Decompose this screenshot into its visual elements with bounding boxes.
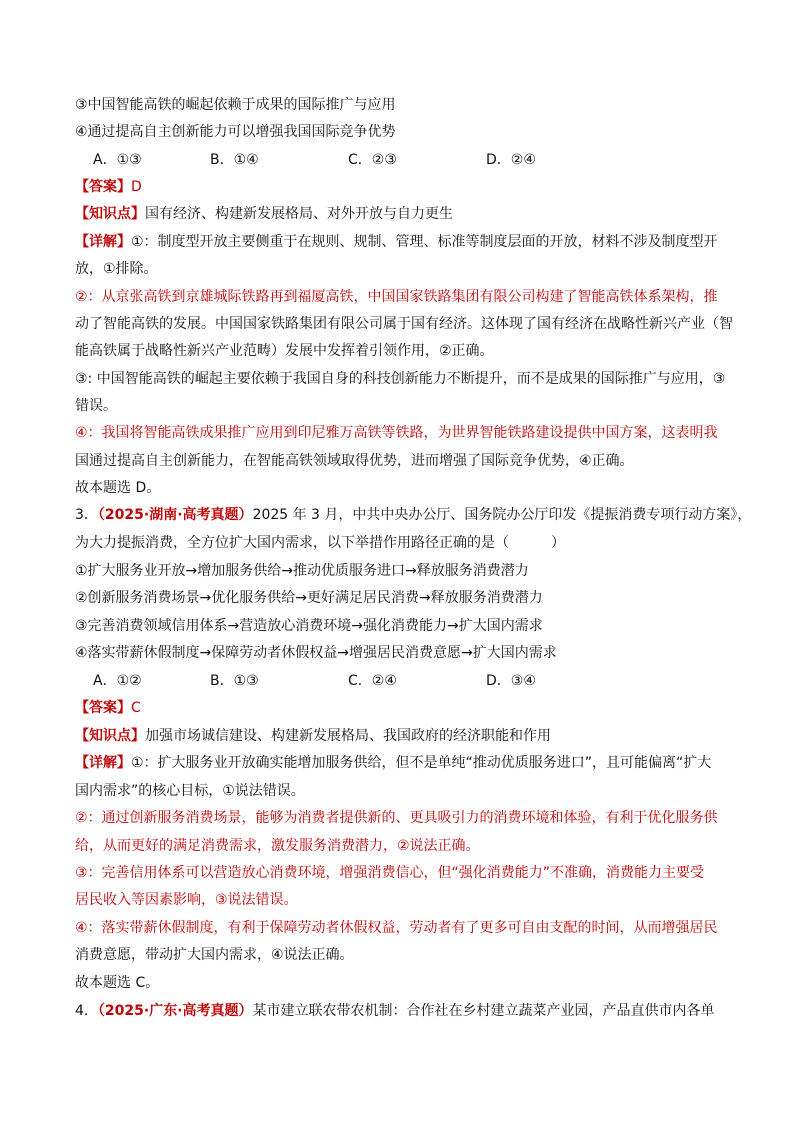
q2-option-c: C．②③ xyxy=(348,152,397,168)
q2-detail-1a xyxy=(75,232,718,252)
question-source: （2025·湖南·高考真题） xyxy=(97,507,253,523)
q3-conclusion: 故本题选 C。 xyxy=(75,975,160,991)
q3-statement-3: ③完善消费领域信用体系→营造放心消费环境→强化消费能力→扩大国内需求 xyxy=(75,618,543,634)
q2-option-a: A．①③ xyxy=(93,152,142,168)
q3-stem-line-2: 为大力提振消费，全方位扩大国内需求，以下举措作用路径正确的是（ ） xyxy=(75,535,565,551)
q3-detail-4a: ④：落实带薪休假制度，有利于保障劳动者休假权益，劳动者有了更多可自由支配的时间，从而增强居民 xyxy=(75,920,718,936)
answer-tag: 【答案】 xyxy=(75,700,131,716)
question-number: 3． xyxy=(75,507,98,523)
q3-stem-line-1 xyxy=(75,505,751,525)
question-stem: 某市建立联农带农机制：合作社在乡村建立蔬菜产业园，产品直供市内各单 xyxy=(252,1003,715,1019)
q3-options xyxy=(93,671,693,691)
q3-option-d: D．③④ xyxy=(486,673,536,689)
q2-conclusion: 故本题选 D。 xyxy=(75,480,161,496)
q2-options xyxy=(93,150,693,170)
q3-answer xyxy=(75,698,141,718)
detail-tag: 【详解】 xyxy=(75,234,131,250)
question-source: （2025·广东·高考真题） xyxy=(97,1003,253,1019)
q2-detail-3a: ③: 中国智能高铁的崛起主要依赖于我国自身的科技创新能力不断提升，而不是成果的国际推广与应用，③ xyxy=(75,371,726,387)
q3-detail-3b: 居民收入等因素影响，③说法错误。 xyxy=(75,892,298,908)
question-number: 4． xyxy=(75,1003,98,1019)
detail-text: ①：扩大服务业开放确实能增加服务供给，但不是单纯“推动优质服务进口”，且可能偏离“扩大 xyxy=(131,755,712,771)
detail-text: ①：制度型开放主要侧重于在规则、规制、管理、标准等制度层面的开放，材料不涉及制度型开 xyxy=(131,234,718,250)
q3-detail-2a: ②：通过创新服务消费场景，能够为消费者提供新的、更具吸引力的消费环境和体验，有利于优化服务供 xyxy=(75,810,718,826)
q2-detail-4a: ④：我国将智能高铁成果推广应用到印尼雅万高铁等铁路，为世界智能铁路建设提供中国方案，这表明我 xyxy=(75,425,718,441)
answer-value: C xyxy=(131,700,141,716)
q2-option-b: B．①④ xyxy=(210,152,259,168)
q3-statement-2: ②创新服务消费场景→优化服务供给→更好满足居民消费→释放服务消费潜力 xyxy=(75,590,543,606)
q3-detail-1a xyxy=(75,753,711,773)
q2-option-d: D．②④ xyxy=(486,152,536,168)
answer-value: D xyxy=(131,179,142,195)
q3-detail-2b: 给，从而更好的满足消费需求，激发服务消费潜力，②说法正确。 xyxy=(75,838,480,854)
detail-tag: 【详解】 xyxy=(75,755,131,771)
q3-option-a: A．①② xyxy=(93,673,142,689)
answer-tag: 【答案】 xyxy=(75,179,131,195)
q2-detail-1b: 放，①排除。 xyxy=(75,261,158,277)
q2-statement-3: ③中国智能高铁的崛起依赖于成果的国际推广与应用 xyxy=(75,97,396,113)
knowledge-text: 加强市场诚信建设、构建新发展格局、我国政府的经济职能和作用 xyxy=(145,728,551,744)
knowledge-tag: 【知识点】 xyxy=(75,206,145,222)
q3-statement-1: ①扩大服务业开放→增加服务供给→推动优质服务进口→释放服务消费潜力 xyxy=(75,563,529,579)
q3-option-b: B．①③ xyxy=(210,673,259,689)
q3-knowledge-point xyxy=(75,726,551,746)
q2-answer xyxy=(75,177,142,197)
q3-detail-3a: ③：完善信用体系可以营造放心消费环境，增强消费信心，但“强化消费能力”不准确，消费能力主要受 xyxy=(75,865,705,881)
q2-detail-2a: ②：从京张高铁到京雄城际铁路再到福厦高铁，中国国家铁路集团有限公司构建了智能高铁体系架构，推 xyxy=(75,289,718,305)
question-stem: 2025 年 3 月，中共中央办公厅、国务院办公厅印发《提振消费专项行动方案》， xyxy=(252,507,752,523)
q3-option-c: C．②④ xyxy=(348,673,397,689)
q3-statement-4: ④落实带薪休假制度→保障劳动者休假权益→增强居民消费意愿→扩大国内需求 xyxy=(75,645,557,661)
knowledge-text: 国有经济、构建新发展格局、对外开放与自力更生 xyxy=(145,206,453,222)
q3-detail-4b: 消费意愿，带动扩大国内需求，④说法正确。 xyxy=(75,947,354,963)
q2-knowledge-point xyxy=(75,204,453,224)
q2-statement-4: ④通过提高自主创新能力可以增强我国国际竞争优势 xyxy=(75,124,396,140)
q4-stem-line-1 xyxy=(75,1001,715,1021)
q3-detail-1b: 国内需求”的核心目标，①说法错误。 xyxy=(75,783,305,799)
q2-detail-4b: 国通过提高自主创新能力，在智能高铁领域取得优势，进而增强了国际竞争优势，④正确。 xyxy=(75,453,634,469)
q2-detail-3b: 错误。 xyxy=(75,398,117,414)
q2-detail-2c: 能高铁属于战略性新兴产业范畴）发展中发挥着引领作用，②正确。 xyxy=(75,343,494,359)
knowledge-tag: 【知识点】 xyxy=(75,728,145,744)
q2-detail-2b: 动了智能高铁的发展。中国国家铁路集团有限公司属于国有经济。这体现了国有经济在战略性新兴产业（智 xyxy=(75,316,733,332)
